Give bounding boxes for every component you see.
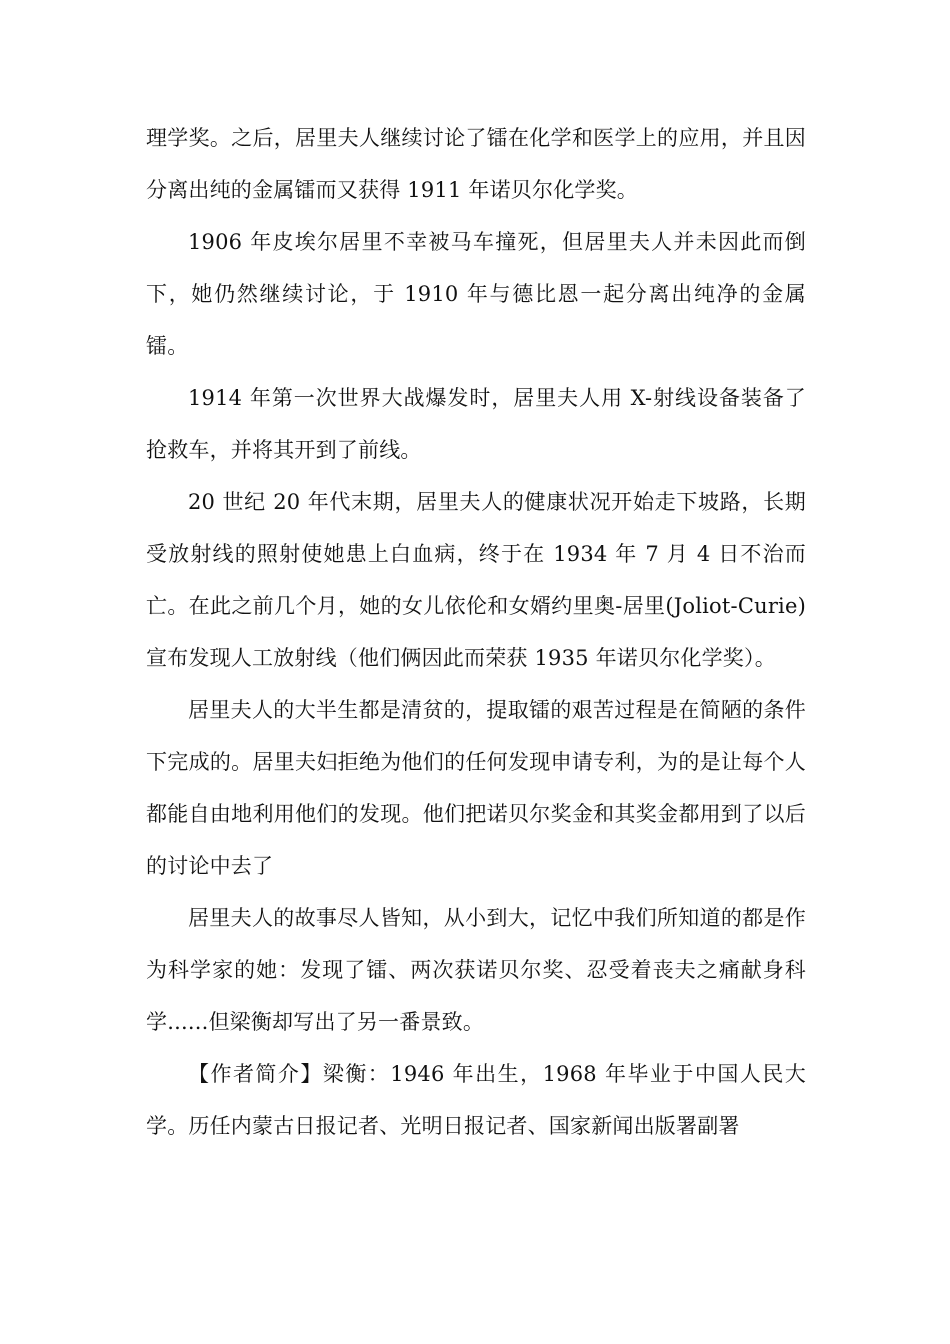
paragraph-5: 居里夫人的大半生都是清贫的，提取镭的艰苦过程是在简陋的条件下完成的。居里夫妇拒绝为他们的任何发现申请专利，为的是让每个人都能自由地利用他们的发现。他们把诺贝尔奖金和其奖金都用到了以后的讨论中去了 xyxy=(146,698,806,878)
paragraph-1: 理学奖。之后，居里夫人继续讨论了镭在化学和医学上的应用，并且因分离出纯的金属镭而又获得 1911 年诺贝尔化学奖。 xyxy=(146,126,806,202)
paragraph-4: 20 世纪 20 年代末期，居里夫人的健康状况开始走下坡路，长期受放射线的照射使她患上白血病，终于在 1934 年 7 月 4 日不治而亡。在此之前几个月，她的女儿依伦和女婿约里奥-居里(Joliot-Curie)宣布发现人工放射线（他们俩因此而荣获 1935 年诺贝尔化学奖）。 xyxy=(146,490,806,670)
paragraph-6: 居里夫人的故事尽人皆知，从小到大，记忆中我们所知道的都是作为科学家的她：发现了镭、两次获诺贝尔奖、忍受着丧夫之痛献身科学......但梁衡却写出了另一番景致。 xyxy=(146,906,806,1034)
document-body xyxy=(146,112,806,1152)
paragraph-2: 1906 年皮埃尔居里不幸被马车撞死，但居里夫人并未因此而倒下，她仍然继续讨论，于 1910 年与德比恩一起分离出纯净的金属镭。 xyxy=(146,230,806,358)
paragraph-7: 【作者简介】梁衡：1946 年出生，1968 年毕业于中国人民大学。历任内蒙古日报记者、光明日报记者、国家新闻出版署副署 xyxy=(146,1062,806,1138)
paragraph-3: 1914 年第一次世界大战爆发时，居里夫人用 X-射线设备装备了抢救车，并将其开到了前线。 xyxy=(146,386,806,462)
